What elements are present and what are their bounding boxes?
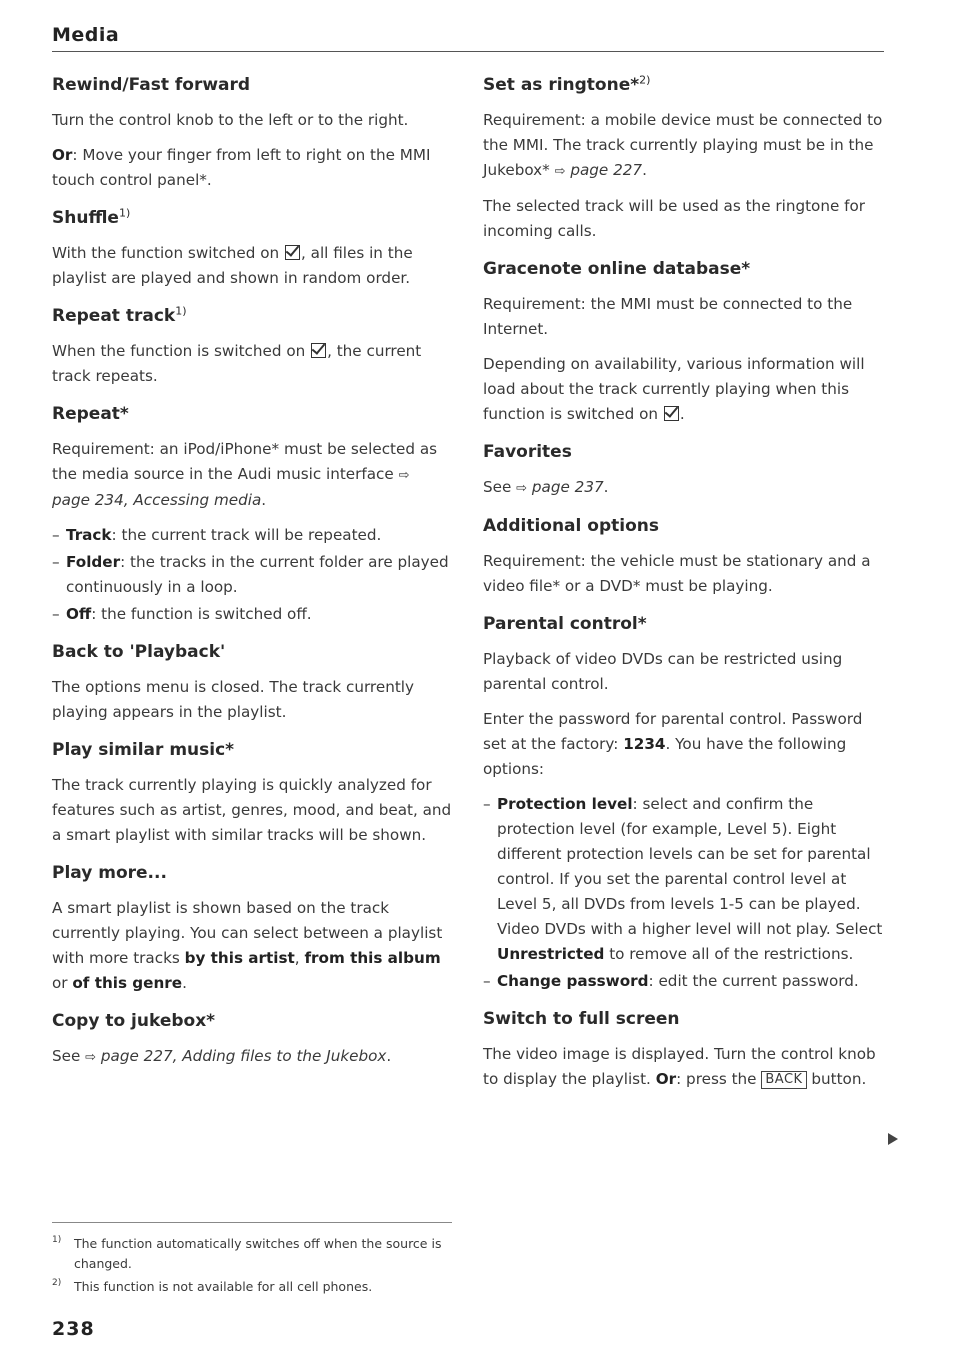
arrow-right-icon: ⇨: [85, 1050, 97, 1065]
heading-additional: Additional options: [483, 516, 659, 536]
text: : the tracks in the current folder are played continuously in a loop.: [66, 553, 449, 596]
term: Track: [66, 526, 112, 544]
text: .: [182, 974, 187, 992]
section-rewind: [52, 72, 452, 193]
term: Off: [66, 605, 92, 623]
link-text: page 237: [531, 478, 604, 496]
text: : the current track will be repeated.: [111, 526, 382, 544]
text: : Move your finger from left to right on the MMI touch control panel*.: [52, 146, 431, 189]
left-column: [52, 72, 452, 1082]
section-play-similar: [52, 737, 452, 848]
footnote-text: This function is not available for all cell phones.: [74, 1279, 373, 1294]
text: : edit the current password.: [648, 972, 859, 990]
heading-shuffle: [52, 205, 452, 231]
text: , all files in the playlist are played and shown in random order.: [52, 244, 413, 287]
footnote-ref: 1): [175, 304, 187, 318]
parental-options-list: [483, 792, 883, 994]
paragraph-more: [52, 896, 452, 996]
or-label: Or: [52, 146, 73, 164]
list-item: [483, 969, 883, 994]
link-text: page 234, Accessing media: [52, 491, 262, 509]
section-gracenote: [483, 256, 883, 427]
term: Protection level: [497, 795, 633, 813]
list-item: [52, 523, 452, 548]
section-full-screen: [483, 1006, 883, 1092]
paragraph-repeat-track: [52, 339, 452, 389]
section-repeat: [52, 401, 452, 627]
paragraph-shuffle: [52, 241, 452, 291]
text: .: [261, 491, 267, 509]
footnote-ref: 1): [118, 206, 131, 220]
page-link[interactable]: [85, 1047, 386, 1065]
checkbox-checked-icon: [311, 343, 326, 358]
text: When the function is switched on: [52, 342, 311, 360]
term: Change password: [497, 972, 649, 990]
section-ringtone: [483, 72, 883, 244]
continue-arrow-icon: [888, 1133, 898, 1145]
heading-rewind: Rewind/Fast forward: [52, 75, 251, 95]
footnote-text: The function automatically switches off when the source is changed.: [74, 1236, 442, 1271]
text: The video image is displayed. Turn the control knob to display the playlist.: [483, 1045, 876, 1088]
arrow-right-icon: ⇨: [398, 468, 410, 483]
paragraph-copy: [52, 1044, 452, 1070]
footnote: [52, 1234, 452, 1274]
section-header-title: Media: [52, 24, 120, 46]
link-text: page 227, Adding files to the Jukebox: [100, 1047, 387, 1065]
text: .: [679, 405, 685, 423]
paragraph-additional: Requirement: the vehicle must be stationary and a video file* or a DVD* must be playing.: [483, 552, 871, 595]
paragraph-rewind-2: [52, 143, 452, 193]
heading-text: Set as ringtone*: [483, 75, 640, 95]
term: Unrestricted: [497, 945, 605, 963]
page-number: 238: [52, 1318, 95, 1340]
heading-text: Shuffle: [52, 208, 119, 228]
heading-more: Play more...: [52, 863, 167, 883]
paragraph-fullscreen: [483, 1042, 883, 1092]
repeat-options-list: [52, 523, 452, 627]
list-item: [52, 550, 452, 600]
heading-back: Back to 'Playback': [52, 642, 226, 662]
text: or: [52, 974, 73, 992]
footnotes: [52, 1234, 452, 1300]
text: button.: [806, 1070, 867, 1088]
section-back-to-playback: [52, 639, 452, 725]
paragraph-ringtone-1: [483, 108, 883, 184]
paragraph-similar: The track currently playing is quickly analyzed for features such as artist, genres, mood, and beat, and a smart playlist with similar tracks will be shown.: [52, 776, 452, 844]
paragraph-ringtone-2: The selected track will be used as the ringtone for incoming calls.: [483, 197, 866, 240]
text: : select and confirm the protection level (for example, Level 5). Eight different protection levels can be set for parental control. If you set the parental control level at Level 5, all DVDs from levels 1-5 can be played. Video DVDs with a higher level will not play. Select: [497, 795, 883, 938]
text: , the current track repeats.: [52, 342, 422, 385]
footnote-mark: 2): [52, 1278, 62, 1288]
section-copy-jukebox: [52, 1008, 452, 1070]
text: . You have the following options:: [483, 735, 847, 778]
heading-copy: Copy to jukebox*: [52, 1011, 216, 1031]
arrow-right-icon: ⇨: [554, 164, 566, 179]
text: Enter the password for parental control. Password set at the factory:: [483, 710, 863, 753]
right-column: [483, 72, 883, 1104]
text: .: [603, 478, 609, 496]
paragraph-back: The options menu is closed. The track currently playing appears in the playlist.: [52, 678, 414, 721]
link-text: page 227: [570, 161, 643, 179]
footnote-mark: 1): [52, 1235, 62, 1245]
section-parental-control: [483, 611, 883, 994]
heading-repeat-track: [52, 303, 452, 329]
paragraph-gracenote-2: [483, 352, 883, 427]
back-button-label: BACK: [761, 1071, 806, 1089]
footnote: [52, 1277, 452, 1297]
list-item: [52, 602, 452, 627]
section-play-more: [52, 860, 452, 996]
checkbox-checked-icon: [285, 245, 300, 260]
heading-similar: Play similar music*: [52, 740, 235, 760]
paragraph-parental-1: Playback of video DVDs can be restricted using parental control.: [483, 650, 843, 693]
paragraph-gracenote-1: Requirement: the MMI must be connected to the Internet.: [483, 295, 853, 338]
paragraph-parental-2: [483, 707, 883, 782]
term: Folder: [66, 553, 121, 571]
heading-repeat: Repeat*: [52, 404, 129, 424]
text: : the function is switched off.: [91, 605, 312, 623]
section-favorites: [483, 439, 883, 501]
text: Requirement: an iPod/iPhone* must be selected as the media source in the Audi music interface: [52, 440, 438, 483]
text: See: [52, 1047, 86, 1065]
footnote-divider: [52, 1222, 452, 1223]
page-link[interactable]: [555, 161, 642, 179]
text: Depending on availability, various information will load about the track currently playing when this function is switched on: [483, 355, 865, 423]
paragraph-rewind-1: Turn the control knob to the left or to the right.: [52, 111, 409, 129]
header-divider: [52, 51, 884, 52]
text: With the function switched on: [52, 244, 284, 262]
paragraph-repeat: [52, 437, 452, 513]
arrow-right-icon: ⇨: [516, 481, 528, 496]
paragraph-favorites: [483, 475, 883, 501]
term: by this artist: [184, 949, 295, 967]
text: See: [483, 478, 517, 496]
heading-ringtone: [483, 72, 883, 98]
heading-fullscreen: Switch to full screen: [483, 1009, 680, 1029]
text: to remove all of the restrictions.: [604, 945, 854, 963]
term: from this album: [304, 949, 441, 967]
or-label: Or: [655, 1070, 677, 1088]
section-additional-options: [483, 513, 883, 599]
text: ,: [294, 949, 305, 967]
list-item: [483, 792, 883, 967]
footnote-ref: 2): [639, 73, 651, 87]
text: : press the: [676, 1070, 762, 1088]
text: Requirement: a mobile device must be connected to the MMI. The track currently playing must be in the Jukebox*: [483, 111, 883, 179]
heading-parental: Parental control*: [483, 614, 647, 634]
section-shuffle: [52, 205, 452, 291]
page-link[interactable]: [516, 478, 603, 496]
text: A smart playlist is shown based on the track currently playing. You can select between a playlist with more tracks: [52, 899, 443, 967]
text: .: [642, 161, 647, 179]
text: .: [386, 1047, 392, 1065]
factory-password: 1234: [623, 735, 666, 753]
section-repeat-track: [52, 303, 452, 389]
heading-gracenote: Gracenote online database*: [483, 259, 751, 279]
heading-text: Repeat track: [52, 306, 176, 326]
checkbox-checked-icon: [664, 406, 679, 421]
term: of this genre: [72, 974, 183, 992]
heading-favorites: Favorites: [483, 442, 572, 462]
